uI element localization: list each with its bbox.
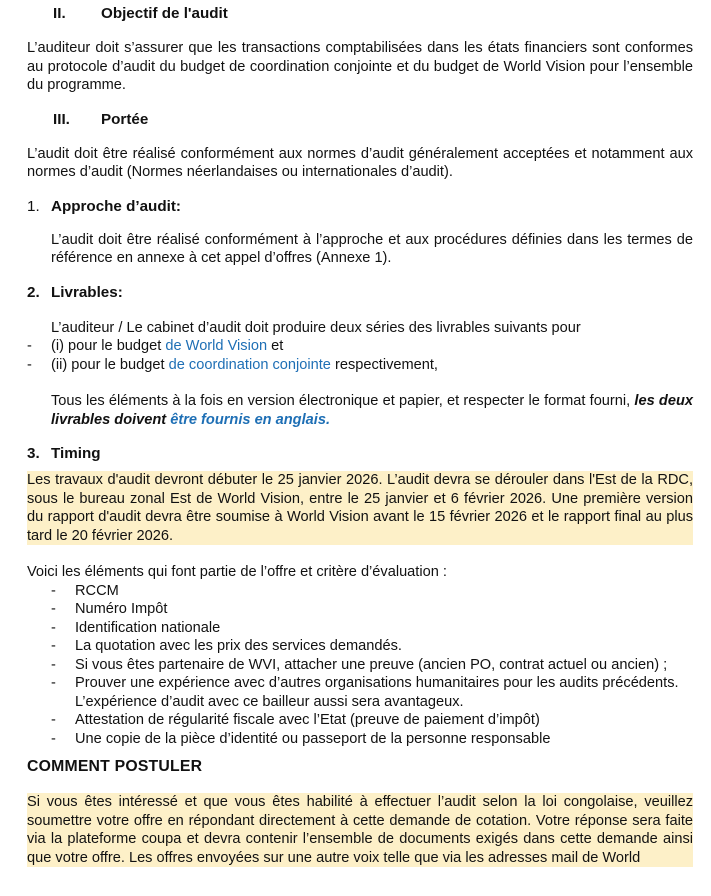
list-item: - RCCM (51, 582, 119, 599)
list-item: - (ii) pour le budget de coordination conjointe respectivement, (27, 356, 438, 373)
timing-paragraph: Les travaux d'audit devront débuter le 25 janvier 2026. L’audit devra se dérouler dans l'Est de la RDC, sous le bureau zonal Est de World Vision, entre le 25 janvier et 6 février 2026. Une première version du rapport d'audit devra être soumise à World Vision avant le 15 février 2026 et le rapport final au plus tard le 20 février 2026. (27, 472, 693, 544)
objectif-paragraph: L’auditeur doit s’assurer que les transactions comptabilisées dans les états financiers sont conformes au protocole d’audit du budget de coordination conjointe et du budget de World Vision pour l’ensemble du programme. (27, 40, 693, 93)
section-title: Objectif de l'audit (101, 5, 228, 22)
list-item: - La quotation avec les prix des services demandés. (51, 638, 402, 654)
list-item: - (i) pour le budget de World Vision et (27, 338, 284, 354)
list-item-text: RCCM (75, 582, 119, 599)
list-item-text: La quotation avec les prix des services demandés. (75, 638, 402, 654)
heading-comment-postuler: COMMENT POSTULER (27, 758, 203, 775)
list-item: - Attestation de régularité fiscale avec l’Etat (preuve de paiement d’impôt) (51, 712, 540, 728)
list-item-text: Une copie de la pièce d’identité ou passeport de la personne responsable (75, 730, 551, 747)
section-number: II. (53, 5, 66, 22)
portee-paragraph: L’audit doit être réalisé conformément aux normes d’audit généralement acceptées et notamment aux normes d’audit (Normes néerlandaises ou internationales d’audit). (27, 145, 693, 180)
heading-approche (27, 196, 693, 218)
list-item-text: Prouver une expérience avec d’autres organisations humanitaires pour les audits précédents. L’expérience d’audit avec ce bailleur aussi sera avantageux. (75, 675, 679, 710)
livrables-final-paragraph: Tous les éléments à la fois en version électronique et papier, et respecter le format fourni, les deux livrables doivent être fournis en anglais. (51, 393, 693, 428)
heading-number: 3. (27, 445, 40, 462)
list-item: - Identification nationale (51, 619, 221, 636)
heading-title: Livrables: (51, 283, 123, 301)
list-item-text: (i) pour le budget de World Vision et (51, 338, 284, 354)
section-title: Portée (101, 110, 149, 128)
heading-livrables (27, 282, 693, 304)
livrables-list (27, 337, 693, 374)
list-item-text: Si vous êtes partenaire de WVI, attacher une preuve (ancien PO, contrat actuel ou ancien) ; (75, 656, 668, 673)
approche-paragraph: L’audit doit être réalisé conformément à l’approche et aux procédures définies dans les termes de référence en annexe à cet appel d’offres (Annexe 1). (51, 231, 693, 266)
list-item: - Si vous êtes partenaire de WVI, attacher une preuve (ancien PO, contrat actuel ou ancien) ; (51, 656, 668, 673)
list-item: - Une copie de la pièce d’identité ou passeport de la personne responsable (51, 730, 551, 747)
postuler-paragraph: Si vous êtes intéressé et que vous êtes habilité à effectuer l’audit selon la loi congolaise, veuillez soumettre votre offre en répondant directement à cette demande de cotation. Votre réponse sera faite via la plateforme coupa et devra contenir l’ensemble de documents exigés dans cette demande ainsi que votre offre. Les offres envoyées sur une autre voix telle que via les adresses mail de World (27, 794, 693, 866)
heading-number: 2. (27, 283, 40, 301)
heading-title: Timing (51, 445, 101, 462)
list-item-text: Attestation de régularité fiscale avec l’Etat (preuve de paiement d’impôt) (75, 712, 540, 728)
list-item-text: (ii) pour le budget de coordination conjointe respectivement, (51, 356, 438, 373)
heading-number: 1. (27, 197, 40, 215)
list-item: - Prouver une expérience avec d’autres organisations humanitaires pour les audits précédents. L’expérience d’audit avec ce bailleur aussi sera avantageux. (27, 674, 693, 711)
list-item-text: Identification nationale (75, 619, 221, 636)
heading-timing (27, 443, 693, 465)
document-body (27, 3, 693, 867)
offer-intro: Voici les éléments qui font partie de l’offre et critère d’évaluation : (27, 564, 447, 580)
section-heading-portee (27, 109, 693, 131)
list-item: - Numéro Impôt (51, 601, 168, 617)
section-heading-objectif (27, 3, 693, 25)
heading-title: Approche d’audit: (51, 197, 181, 215)
offer-items-list (27, 582, 693, 749)
list-item-text: Numéro Impôt (75, 601, 168, 617)
section-number: III. (53, 110, 70, 128)
livrables-intro: L’auditeur / Le cabinet d’audit doit produire deux séries des livrables suivants pour (51, 319, 581, 336)
